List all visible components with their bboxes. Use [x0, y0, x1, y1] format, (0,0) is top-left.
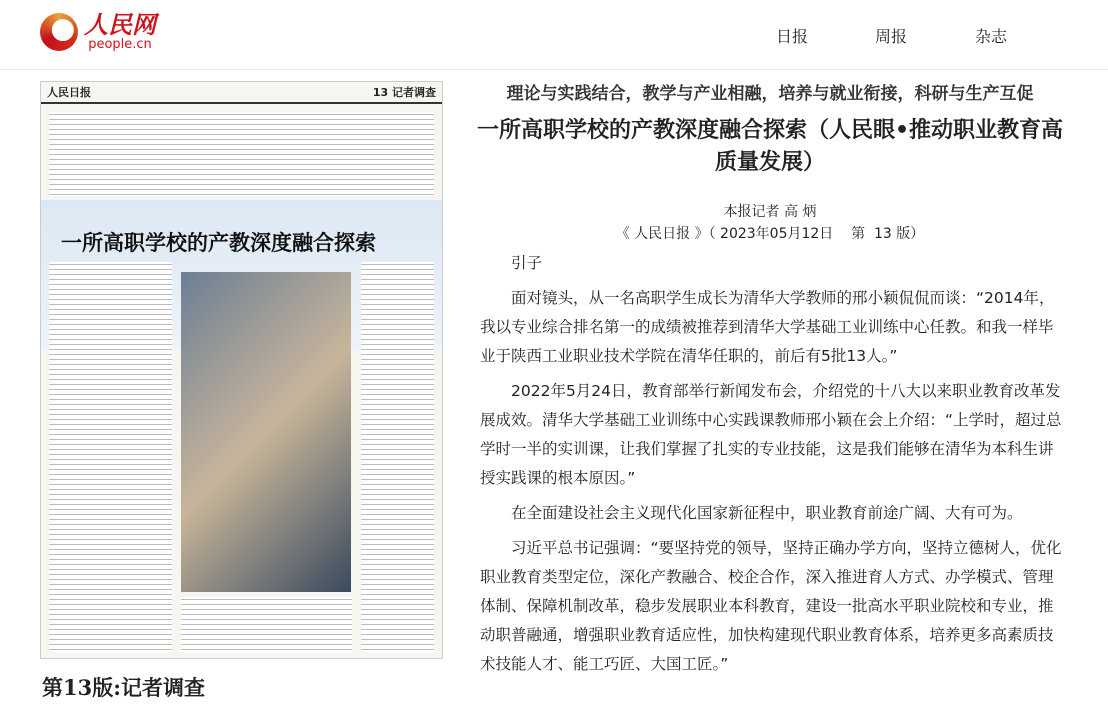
- article-byline: 本报记者 高 炳: [723, 204, 817, 220]
- article-source: 《 人民日报 》（ 2023年05月12日 第 13 版）: [615, 226, 925, 242]
- newspaper-photo: [181, 272, 351, 592]
- logo-text-en: people.cn: [88, 37, 152, 52]
- article-paragraph: 面对镜头，从一名高职学生成长为清华大学教师的邢小颖侃侃而谈：“2014年，我以专业综合排名第一的成绩被推荐到清华大学基础工业训练中心任教。和我一样毕业于陕西工业职业技术学院在清华任职的，前后有5批13人。”: [480, 289, 1055, 365]
- nav-magazine[interactable]: 杂志: [975, 27, 1008, 46]
- article-subtitle: 理论与实践结合，教学与产业相融，培养与就业衔接，科研与生产互促: [506, 84, 1034, 104]
- logo-icon: [40, 13, 78, 51]
- site-header: [0, 0, 1108, 70]
- newspaper-page-label: 13 记者调查: [372, 86, 436, 99]
- newspaper-masthead: 人民日报: [47, 86, 91, 99]
- article-paragraph: 引子: [511, 254, 543, 272]
- article-paragraph: 在全面建设社会主义现代化国家新征程中，职业教育前途广阔、大有可为。: [511, 504, 1023, 522]
- nav-weekly[interactable]: 周报: [875, 27, 908, 46]
- page-caption: 第13版:记者调查: [42, 675, 205, 700]
- logo-text-cn: 人民网: [84, 10, 156, 39]
- people-cn-logo[interactable]: [40, 12, 156, 52]
- newspaper-headline: 一所高职学校的产教深度融合探索: [61, 230, 376, 255]
- article: [470, 82, 1070, 679]
- article-paragraph: 2022年5月24日，教育部举行新闻发布会，介绍党的十八大以来职业教育改革发展成效。清华大学基础工业训练中心实践课教师邢小颖在会上介绍：“上学时，超过总学时一半的实训课，让我们掌握了扎实的专业技能，这是我们能够在清华为本科生讲授实践课的根本原因。”: [480, 382, 1062, 487]
- newspaper-page-image[interactable]: [40, 81, 443, 659]
- article-paragraph: 习近平总书记强调：“要坚持党的领导，坚持正确办学方向，坚持立德树人，优化职业教育类型定位，深化产教融合、校企合作，深入推进育人方式、办学模式、管理体制、保障机制改革，稳步发展职业本科教育，建设一批高水平职业院校和专业，推动职普融通，增强职业教育适应性，加快构建现代职业教育体系，培养更多高素质技术技能人才、能工巧匠、大国工匠。”: [480, 539, 1062, 673]
- article-title: 一所高职学校的产教深度融合探索（人民眼•推动职业教育高质量发展）: [476, 118, 1064, 175]
- nav-daily[interactable]: 日报: [776, 27, 809, 46]
